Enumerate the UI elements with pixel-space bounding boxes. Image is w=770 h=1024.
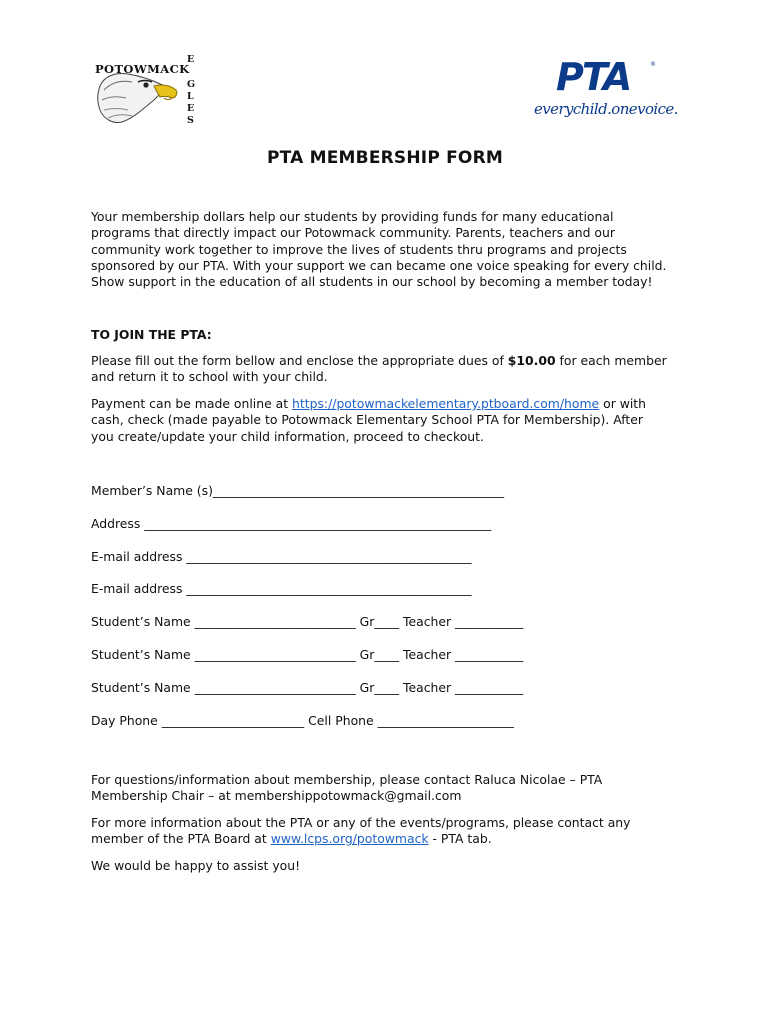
potowmack-eagles-logo <box>94 52 226 126</box>
intro-line: programs that directly impact our Potowmack community. Parents, teachers and our <box>91 225 615 241</box>
student-field-2[interactable]: Student’s Name __________________________ Gr____ Teacher ___________ <box>91 647 524 662</box>
join-heading: TO JOIN THE PTA: <box>91 327 212 342</box>
dues-amount: $10.00 <box>507 353 556 368</box>
payment-paragraph <box>91 396 691 445</box>
email-field-1[interactable]: E-mail address ______________________________________________ <box>91 549 472 564</box>
dues-paragraph <box>91 353 691 386</box>
pta-wordmark: PTA <box>556 56 631 99</box>
dues-line-2: and return it to school with your child. <box>91 369 328 385</box>
eagles-letter-e2: E <box>187 103 195 114</box>
more-info-paragraph <box>91 815 691 848</box>
eagles-letter-e1: E <box>187 54 195 65</box>
intro-paragraph <box>91 209 691 290</box>
page-title: PTA MEMBERSHIP FORM <box>267 148 503 168</box>
more-info-line-2 <box>91 831 691 847</box>
student-field-3[interactable]: Student’s Name __________________________ Gr____ Teacher ___________ <box>91 680 524 695</box>
questions-line-1: For questions/information about membership, please contact Raluca Nicolae – PTA <box>91 772 603 787</box>
eagles-letter-l: L <box>187 91 194 102</box>
intro-line: sponsored by our PTA. With your support we can became one voice speaking for every child. <box>91 257 667 273</box>
more-info-line-1: For more information about the PTA or any of the events/programs, please contact any <box>91 815 631 830</box>
phone-fields[interactable]: Day Phone _______________________ Cell Phone ______________________ <box>91 713 514 728</box>
dues-line-1 <box>91 353 691 369</box>
eagles-letter-g: G <box>187 79 196 90</box>
payment-text: Payment can be made online at <box>91 396 293 411</box>
school-name-text: POTOWMACK <box>95 62 190 76</box>
closing-text: We would be happy to assist you! <box>91 858 301 873</box>
intro-line: community work together to improve the lives of students thru programs and projects <box>91 241 627 257</box>
lcps-link[interactable]: www.lcps.org/potowmack <box>270 831 429 847</box>
questions-line-2: Membership Chair – at membershippotowmack@gmail.com <box>91 788 462 804</box>
svg-text:®: ® <box>650 61 656 68</box>
intro-line: Your membership dollars help our students by providing funds for many educational <box>91 209 614 224</box>
eagle-head-icon <box>98 74 177 123</box>
more-info-text-after: - PTA tab. <box>428 831 492 847</box>
payment-text-after: or with <box>599 396 647 411</box>
questions-paragraph <box>91 772 691 805</box>
email-field-2[interactable]: E-mail address ______________________________________________ <box>91 581 472 596</box>
pta-tagline: everychild.onevoice. <box>534 100 678 118</box>
dues-text: Please fill out the form bellow and enclose the appropriate dues of <box>91 353 508 368</box>
student-field-1[interactable]: Student’s Name __________________________ Gr____ Teacher ___________ <box>91 614 524 629</box>
more-info-text: member of the PTA Board at <box>91 831 271 847</box>
intro-line: Show support in the education of all students in our school by becoming a member today! <box>91 274 653 290</box>
address-field[interactable]: Address ________________________________________________________ <box>91 516 492 531</box>
payment-link[interactable]: https://potowmackelementary.ptboard.com/home <box>292 396 600 411</box>
payment-line-1 <box>91 396 691 412</box>
payment-line-3: you create/update your child information, proceed to checkout. <box>91 428 484 444</box>
eagles-letter-s: S <box>187 115 194 126</box>
member-name-field[interactable]: Member’s Name (s)_______________________________________________ <box>91 483 505 498</box>
dues-text-after: for each member <box>555 353 667 368</box>
payment-line-2: cash, check (made payable to Potowmack Elementary School PTA for Membership). After <box>91 412 643 428</box>
pta-logo <box>532 56 682 118</box>
